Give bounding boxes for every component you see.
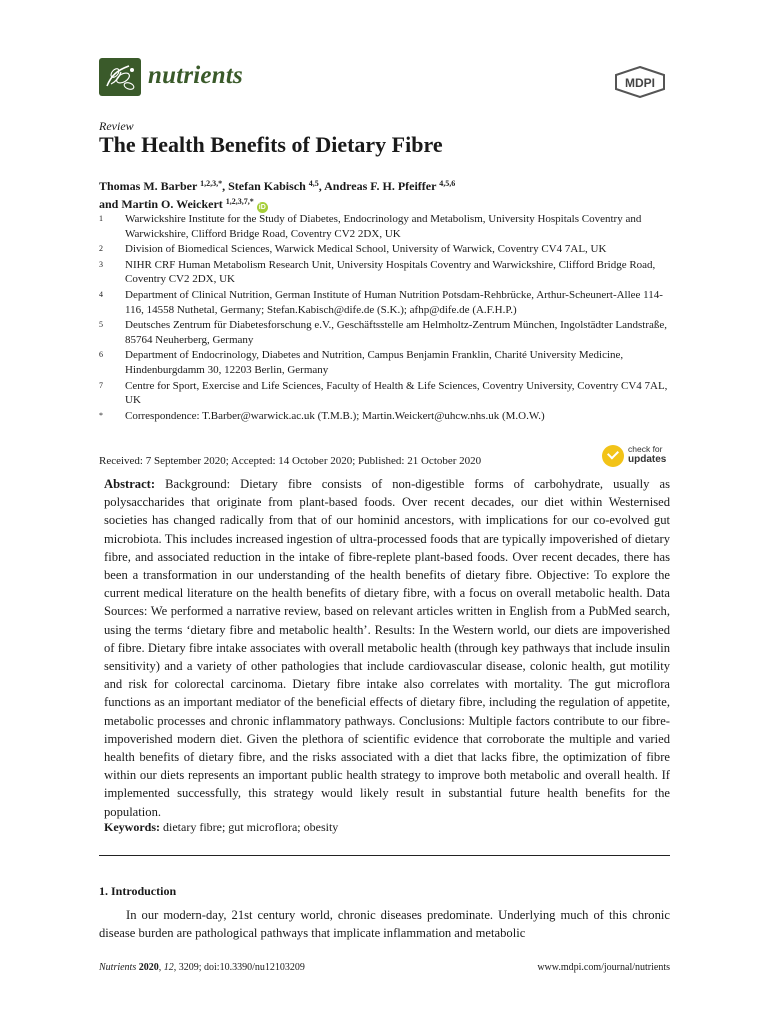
author-affiliation-ref: 4,5,6 — [439, 179, 456, 188]
check-updates-icon — [602, 445, 624, 467]
orcid-icon[interactable]: iD — [258, 204, 266, 211]
affiliation-number: 4 — [99, 289, 103, 299]
affiliation-number: * — [99, 410, 103, 420]
footer-volume: 12 — [163, 962, 174, 973]
keywords-label: Keywords: — [104, 820, 160, 834]
affiliations — [99, 212, 679, 424]
author-affiliation-ref: 1,2,3,* — [200, 179, 223, 188]
affiliation-number: 7 — [99, 380, 103, 390]
affiliation-item — [99, 348, 679, 377]
footer-journal: Nutrients — [99, 962, 137, 973]
publisher-logo-icon — [612, 66, 668, 98]
author-list: Thomas M. Barber $^{1,2,3,*}$, Stefan Kabisch $^{4,5}$, Andreas F. H. Pfeiffer $^{4,5,6}$ and Martin O. Weickert $^{1,2,3,7,*}$ iD — [99, 179, 456, 211]
author-name: Andreas F. H. Pfeiffer — [324, 179, 437, 193]
affiliation-text: Department of Endocrinology, Diabetes and Nutrition, Campus Benjamin Franklin, Charité University Medicine, Hindenburgdamm 30, 12203 Berlin, Germany — [125, 349, 624, 376]
journal-url-link[interactable]: www.mdpi.com/journal/nutrients — [537, 962, 670, 973]
affiliation-item — [99, 379, 679, 408]
author-name: Thomas M. Barber — [99, 179, 198, 193]
publisher-name: MDPI — [625, 76, 655, 90]
footer-doi: , 3209; doi:10.3390/nu12103209 — [173, 962, 305, 973]
affiliation-text: Centre for Sport, Exercise and Life Sciences, Faculty of Health & Life Sciences, Coventry University, Coventry CV4 7AL, UK — [125, 379, 668, 407]
body-paragraph: In our modern-day, 21st century world, chronic diseases predominate. Underlying much of this chronic disease burden are pathological pathways that implicate inflammation and metabolic — [99, 908, 670, 941]
affiliation-text: Deutsches Zentrum für Diabetesforschung e.V., Geschäftsstelle am Helmholtz-Zentrum München, Ingolstädter Landstraße, 85764 Neuherberg, Germany — [125, 319, 667, 346]
affiliation-number: 2 — [99, 244, 103, 254]
affiliation-text: Division of Biomedical Sciences, Warwick Medical School, University of Warwick, Coventry CV4 7AL, UK — [125, 243, 607, 256]
citation-footer: Nutrients 2020, 12, 3209; doi:10.3390/nu12103209 — [99, 962, 305, 973]
footer-year: 2020 — [138, 962, 159, 973]
check-for-updates-button[interactable] — [602, 443, 670, 469]
section-divider — [99, 855, 670, 856]
section-heading: 1. Introduction — [99, 884, 177, 898]
affiliation-item — [99, 242, 679, 257]
affiliation-text: Department of Clinical Nutrition, German Institute of Human Nutrition Potsdam-Rehbrücke, Arthur-Scheunert-Allee 114-116, 14558 Nuthetal, Germany; Stefan.Kabisch@dife.de (S.K.); afhp@dife.de (A.F.H.P.) — [125, 288, 663, 316]
author-name: Martin O. Weickert — [121, 197, 223, 211]
author-conjunction: and — [99, 197, 119, 211]
journal-name: nutrients — [148, 62, 243, 89]
correspondence-text: Correspondence: T.Barber@warwick.ac.uk (T.M.B.); Martin.Weickert@uhcw.nhs.uk (M.O.W.) — [125, 409, 545, 422]
affiliation-number: 6 — [99, 350, 103, 360]
author-name: Stefan Kabisch — [228, 179, 306, 193]
affiliation-number: 5 — [99, 320, 103, 330]
keywords — [104, 820, 670, 835]
abstract-text: Background: Dietary fibre consists of non-digestible forms of carbohydrate, usually as polysaccharides that originate from plant-based foods. Over recent decades, our diet within Westernised societies has changed radically from that of our hominid ancestors, with implications for our co-evolved gut microbiota. This includes increased ingestion of ultra-processed foods that are typically impoverished of dietary fibre, and associated reduction in the intake of fibre-replete plant-based foods. Over recent decades, there has been a transformation in our understanding of the health benefits of dietary fibre. Objective: To explore the current medical literature on the health benefits of dietary fibre, with a focus on overall metabolic health. Data Sources: We performed a narrative review, based on relevant articles written in English from a PubMed search, using the terms ‘dietary fibre and metabolic health’. Results: In the Western world, our diets are impoverished of fibre. Dietary fibre intake associates with overall metabolic health (through key pathways that include insulin sensitivity) and a variety of other pathologies that include cardiovascular disease, colonic health, gut motility and risk for colorectal carcinoma. Dietary fibre intake also correlates with mortality. The gut microflora functions as an important mediator of the beneficial effects of dietary fibre, including the regulation of appetite, metabolic processes and chronic inflammatory pathways. Conclusions: Multiple factors contribute to our fibre-impoverished modern diet. Given the plethora of scientific evidence that corroborate the multiple and varied health benefits of dietary fibre, and the risks associated with a diet that lacks fibre, the optimization of fibre within our diets represents an important public health strategy to improve both metabolic and overall health. If implemented successfully, this strategy would likely result in substantial future health benefits for the population. — [104, 477, 670, 819]
check-updates-label-bold: updates — [628, 454, 667, 465]
affiliation-number: 1 — [99, 214, 103, 223]
affiliation-number: 3 — [99, 259, 103, 269]
abstract-label: Abstract: — [104, 477, 156, 491]
affiliation-item — [99, 212, 679, 241]
affiliation-text: Warwickshire Institute for the Study of Diabetes, Endocrinology and Metabolism, University Hospitals Coventry and Warwickshire, Clifford Bridge Road, Coventry CV2 2DX, UK — [125, 213, 642, 240]
affiliation-item — [99, 318, 679, 347]
affiliation-text: NIHR CRF Human Metabolism Research Unit, University Hospitals Coventry and Warwickshire, Clifford Bridge Road, Coventry CV2 2DX, UK — [125, 258, 656, 286]
article-type: Review — [99, 119, 134, 133]
journal-logo-icon — [99, 58, 141, 96]
check-updates-label: check for — [628, 444, 663, 454]
affiliation-item — [99, 258, 679, 287]
keywords-text: dietary fibre; gut microflora; obesity — [163, 820, 339, 834]
affiliation-item — [99, 288, 679, 317]
abstract — [104, 475, 670, 821]
author-affiliation-ref: 1,2,3,7,* — [225, 197, 254, 206]
author-affiliation-ref: 4,5 — [308, 179, 319, 188]
article-title: The Health Benefits of Dietary Fibre — [99, 132, 443, 157]
publication-dates: Received: 7 September 2020; Accepted: 14 October 2020; Published: 21 October 2020 — [99, 455, 482, 467]
correspondence-item — [99, 409, 679, 424]
